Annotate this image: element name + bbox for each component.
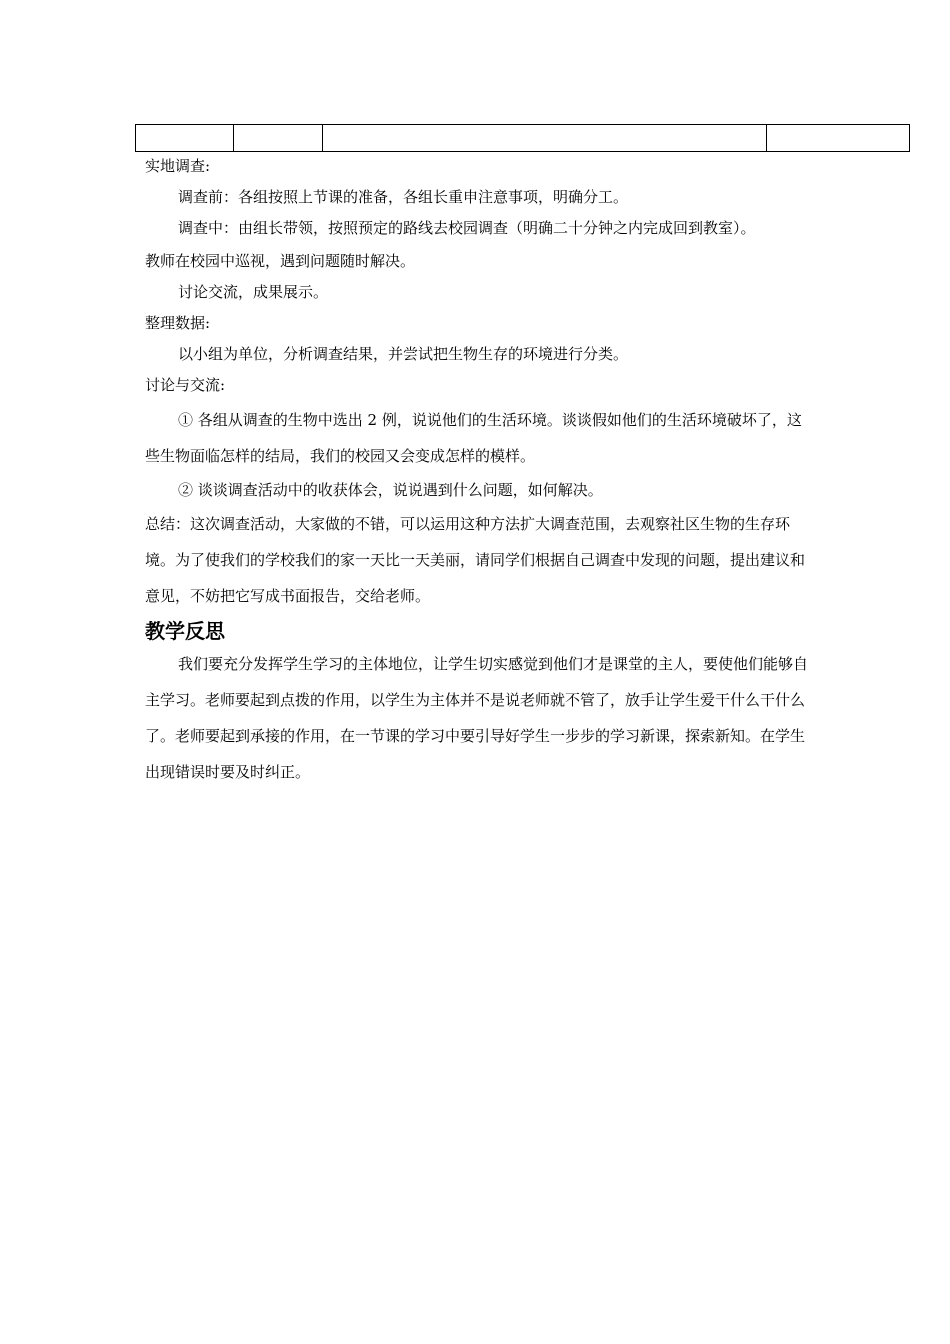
during-survey-paragraph: 调查中：由组长带领，按照预定的路线去校园调查（明确二十分钟之内完成回到教室）。 xyxy=(178,219,756,237)
field-survey-label: 实地调查: xyxy=(145,157,211,175)
summary-paragraph: 总结：这次调查活动，大家做的不错，可以运用这种方法扩大调查范围，去观察社区生物的生存环境。为了使我们的学校我们的家一天比一天美丽，请同学们根据自己调查中发现的问题，提出建议和意见，不妨把它写成书面报告，交给老师。 xyxy=(145,515,806,605)
document-body xyxy=(145,152,815,790)
table-cell-3 xyxy=(323,125,767,152)
reflection-heading: 教学反思 xyxy=(145,619,225,643)
reflection-paragraph: 我们要充分发挥学生学习的主体地位，让学生切实感觉到他们才是课堂的主人，要使他们能够自主学习。老师要起到点拨的作用，以学生为主体并不是说老师就不管了，放手让学生爱干什么干什么了。老师要起到承接的作用，在一节课的学习中要引导好学生一步步的学习新课，探索新知。在学生出现错误时要及时纠正。 xyxy=(145,655,809,781)
table-bottom-row xyxy=(135,124,910,152)
organize-data-label: 整理数据: xyxy=(145,314,211,332)
table-cell-2 xyxy=(234,125,323,152)
before-survey-paragraph: 调查前：各组按照上节课的准备，各组长重申注意事项，明确分工。 xyxy=(178,188,629,206)
organize-data-paragraph: 以小组为单位，分析调查结果，并尝试把生物生存的环境进行分类。 xyxy=(178,345,629,363)
table-cell-1 xyxy=(136,125,234,152)
discussion-show-paragraph: 讨论交流，成果展示。 xyxy=(178,283,329,301)
teacher-patrol-paragraph: 教师在校园中巡视，遇到问题随时解决。 xyxy=(145,252,416,270)
reflection-section xyxy=(145,646,815,790)
table-cell-4 xyxy=(767,125,910,152)
discuss-item-2: ② 谈谈调查活动中的收获体会，说说遇到什么问题，如何解决。 xyxy=(178,481,603,499)
discuss-label: 讨论与交流: xyxy=(145,376,226,394)
discuss-item-1: ① 各组从调查的生物中选出 2 例，说说他们的生活环境。谈谈假如他们的生活环境破坏了，这些生物面临怎样的结局，我们的校园又会变成怎样的模样。 xyxy=(145,411,802,465)
table-row xyxy=(136,125,910,152)
